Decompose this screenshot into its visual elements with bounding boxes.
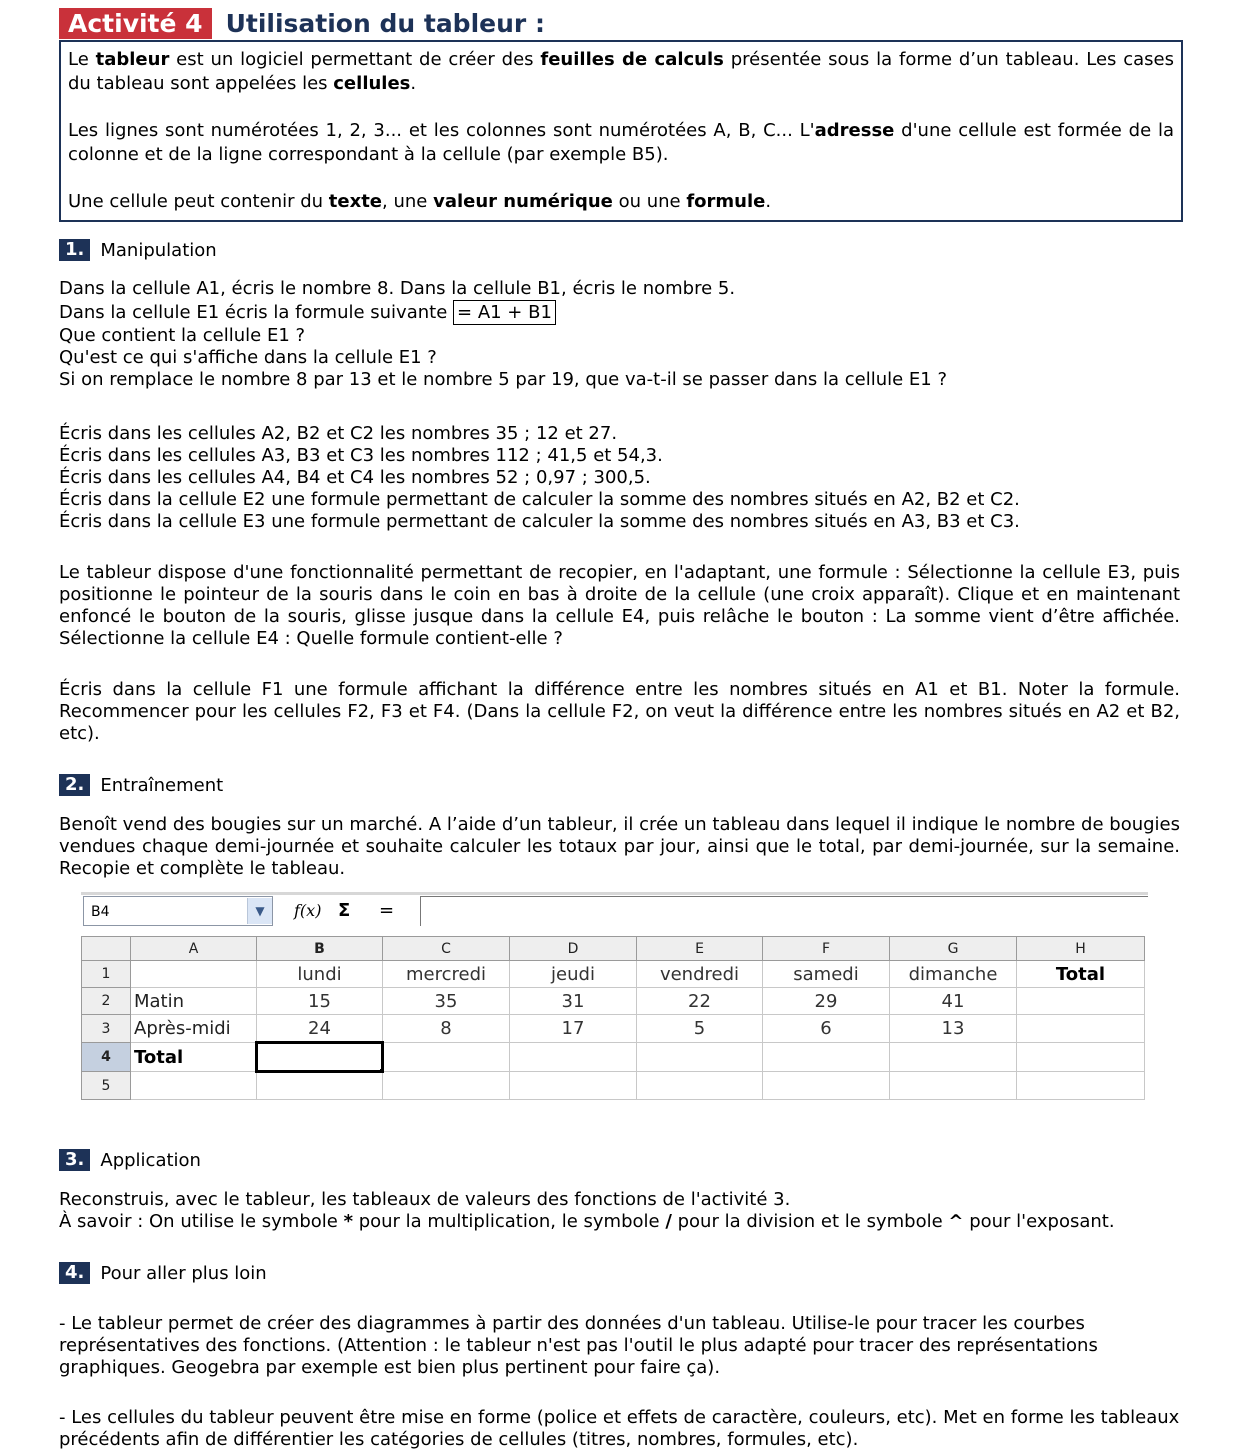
section-2-heading: [59, 773, 223, 797]
difference-formula-paragraph: Écris dans la cellule F1 une formule affichant la différence entre les nombres situés en A1 et B1. Noter la formule. Recommencer pour les cellules F2, F3 et F4. (Dans la cellule F2, on veut la différence entre les nombres situés en A2 et B2, etc).: [59, 679, 1180, 744]
row-header[interactable]: 3: [82, 1015, 131, 1043]
formula-input[interactable]: [420, 896, 1148, 926]
section-2-title: Entraînement: [100, 774, 224, 796]
cell[interactable]: lundi: [257, 961, 383, 988]
name-box[interactable]: B4: [83, 896, 273, 926]
section-4-number: 4.: [59, 1262, 90, 1284]
section-1-heading: [59, 238, 217, 262]
activity-badge: Activité 4: [59, 8, 212, 39]
bold-term: formule: [686, 191, 766, 212]
sheet-row: [82, 1015, 1145, 1043]
cell[interactable]: jeudi: [510, 961, 637, 988]
cell[interactable]: [383, 1072, 510, 1100]
instruction-line: Qu'est ce qui s'affiche dans la cellule E1 ?: [59, 347, 437, 368]
cell[interactable]: [1017, 1015, 1145, 1043]
cell[interactable]: Matin: [131, 988, 257, 1015]
cell[interactable]: [257, 1072, 383, 1100]
cell[interactable]: 31: [510, 988, 637, 1015]
formula-bar: [81, 892, 1148, 930]
text-run: est un logiciel permettant de créer des: [169, 49, 541, 70]
instruction-line: Écris dans la cellule E2 une formule permettant de calculer la somme des nombres situés en A2, B2 et C2.: [59, 489, 1020, 510]
cell[interactable]: [510, 1072, 637, 1100]
sheet-row: [82, 1043, 1145, 1072]
text-run: ou une: [612, 191, 687, 212]
text-run: pour l'exposant.: [963, 1211, 1115, 1232]
cell[interactable]: 15: [257, 988, 383, 1015]
instruction-text: Dans la cellule E1 écris la formule suivante: [59, 302, 454, 323]
function-wizard-icon[interactable]: f(x): [294, 901, 322, 920]
column-header[interactable]: H: [1017, 937, 1145, 961]
cell[interactable]: [763, 1043, 890, 1072]
cell[interactable]: [890, 1043, 1017, 1072]
cell[interactable]: 17: [510, 1015, 637, 1043]
copy-formula-paragraph: Le tableur dispose d'une fonctionnalité permettant de recopier, en l'adaptant, une formule : Sélectionne la cellule E3, puis positionne le pointeur de la souris dans le coin en bas à droite de la cellule (une croix apparaît). Clique et en maintenant enfoncé le bouton de la souris, glisse jusque dans la cellule E4, puis relâche le bouton : La somme vient d’être affichée. Sélectionne la cellule E4 : Quelle formule contient-elle ?: [59, 562, 1180, 649]
cell[interactable]: 35: [383, 988, 510, 1015]
text-run: , une: [382, 191, 434, 212]
cell[interactable]: Après-midi: [131, 1015, 257, 1043]
text-run: .: [410, 73, 417, 94]
toolbar-edge: [81, 892, 1148, 895]
intro-paragraph-1: [68, 48, 1174, 96]
section-3-number: 3.: [59, 1149, 90, 1171]
section-2-number: 2.: [59, 774, 90, 796]
bold-term: cellules: [333, 73, 411, 94]
column-header[interactable]: F: [763, 937, 890, 961]
corner-cell[interactable]: [82, 937, 131, 961]
fill-handle[interactable]: [380, 1069, 383, 1072]
training-paragraph: Benoît vend des bougies sur un marché. A l’aide d’un tableur, il crée un tableau dans lequel il indique le nombre de bougies vendues chaque demi-journée et souhaite calculer les totaux par jour, ainsi que le total, par demi-journée, sur la semaine. Recopie et complète le tableau.: [59, 814, 1180, 879]
row-header[interactable]: 5: [82, 1072, 131, 1100]
cell[interactable]: [1017, 988, 1145, 1015]
spreadsheet-screenshot: [81, 892, 1148, 1102]
cell[interactable]: [763, 1072, 890, 1100]
chevron-down-icon[interactable]: ▼: [247, 898, 272, 924]
section-3-heading: [59, 1148, 201, 1172]
cell[interactable]: Total: [1017, 961, 1145, 988]
text-run: Le: [68, 49, 96, 70]
column-header[interactable]: D: [510, 937, 637, 961]
cell[interactable]: [890, 1072, 1017, 1100]
bold-term: tableur: [95, 49, 170, 70]
sheet-row: [82, 961, 1145, 988]
cell[interactable]: dimanche: [890, 961, 1017, 988]
cell[interactable]: 6: [763, 1015, 890, 1043]
row-header-selected[interactable]: 4: [82, 1043, 131, 1072]
bold-term: valeur numérique: [433, 191, 613, 212]
activity-header: [59, 6, 545, 40]
cell[interactable]: 24: [257, 1015, 383, 1043]
instruction-line: Reconstruis, avec le tableur, les tableaux de valeurs des fonctions de l'activité 3.: [59, 1189, 791, 1210]
instruction-line: Écris dans les cellules A2, B2 et C2 les nombres 35 ; 12 et 27.: [59, 423, 618, 444]
text-run: pour la multiplication, le symbole: [352, 1211, 666, 1232]
application-instructions: [59, 1189, 1180, 1233]
bold-term: feuilles de calculs: [540, 49, 724, 70]
instruction-line-formula: [59, 300, 1180, 325]
text-run: d'une cellule est formée de la colonne et de la ligne correspondant à la cellule (par exemple B5).: [68, 120, 1174, 165]
cell[interactable]: Total: [131, 1043, 257, 1072]
text-run: Une cellule peut contenir du: [68, 191, 329, 212]
formatting-paragraph: - Les cellules du tableur peuvent être mise en forme (police et effets de caractère, couleurs, etc). Met en forme les tableaux précédents afin de différentier les catégories de cellules (titres, nombres, formules, etc).: [59, 1407, 1180, 1450]
instruction-line: Si on remplace le nombre 8 par 13 et le nombre 5 par 19, que va-t-il se passer dans la cellule E1 ?: [59, 369, 948, 390]
row-header[interactable]: 1: [82, 961, 131, 988]
number-entry-instructions: [59, 423, 1180, 533]
spreadsheet-grid: [81, 936, 1145, 1100]
column-header-selected[interactable]: B: [257, 937, 383, 961]
cell[interactable]: 13: [890, 1015, 1017, 1043]
section-3-title: Application: [100, 1149, 201, 1171]
column-header[interactable]: A: [131, 937, 257, 961]
instruction-line: Écris dans les cellules A3, B3 et C3 les nombres 112 ; 41,5 et 54,3.: [59, 445, 663, 466]
instruction-line: Écris dans la cellule E3 une formule permettant de calculer la somme des nombres situés en A3, B3 et C3.: [59, 511, 1020, 532]
sum-icon[interactable]: Σ: [338, 900, 351, 921]
bold-term: ^: [948, 1211, 964, 1232]
manipulation-instructions: [59, 278, 1180, 391]
column-header[interactable]: E: [637, 937, 763, 961]
cell[interactable]: [637, 1043, 763, 1072]
instruction-line: Que contient la cellule E1 ?: [59, 325, 306, 346]
operator-hint: [59, 1211, 1180, 1233]
section-4-heading: [59, 1261, 267, 1285]
cell[interactable]: [1017, 1043, 1145, 1072]
bold-term: /: [665, 1211, 672, 1232]
bold-term: adresse: [814, 120, 895, 141]
cell[interactable]: 22: [637, 988, 763, 1015]
text-run: À savoir : On utilise le symbole: [59, 1211, 344, 1232]
cell[interactable]: [131, 1072, 257, 1100]
cell[interactable]: [1017, 1072, 1145, 1100]
definition-box: [59, 40, 1183, 222]
section-1-number: 1.: [59, 239, 90, 261]
cell[interactable]: vendredi: [637, 961, 763, 988]
cell[interactable]: 41: [890, 988, 1017, 1015]
intro-paragraph-3: [68, 190, 1174, 214]
cell[interactable]: 8: [383, 1015, 510, 1043]
cell[interactable]: 29: [763, 988, 890, 1015]
text-run: Les lignes sont numérotées 1, 2, 3... et les colonnes sont numérotées A, B, C... L': [68, 120, 815, 141]
equals-icon[interactable]: =: [379, 900, 395, 921]
charts-paragraph: - Le tableur permet de créer des diagrammes à partir des données d'un tableau. Utilise-le pour tracer les courbes représentatives des fonctions. (Attention : le tableur n'est pas l'outil le plus adapté pour tracer des représentations graphiques. Geogebra par exemple est bien plus pertinent pour faire ça).: [59, 1313, 1098, 1378]
instruction-line: Écris dans les cellules A4, B4 et C4 les nombres 52 ; 0,97 ; 300,5.: [59, 467, 651, 488]
column-header-row: [82, 937, 1145, 961]
instruction-line: Dans la cellule A1, écris le nombre 8. Dans la cellule B1, écris le nombre 5.: [59, 278, 736, 299]
section-4-title: Pour aller plus loin: [100, 1262, 267, 1284]
column-header[interactable]: C: [383, 937, 510, 961]
bold-term: *: [343, 1211, 353, 1232]
sheet-row: [82, 988, 1145, 1015]
row-header[interactable]: 2: [82, 988, 131, 1015]
cell[interactable]: mercredi: [383, 961, 510, 988]
active-cell[interactable]: [257, 1043, 383, 1072]
activity-title: Utilisation du tableur :: [225, 8, 545, 38]
cell[interactable]: [510, 1043, 637, 1072]
formula-box: = A1 + B1: [453, 300, 556, 325]
sheet-row: [82, 1072, 1145, 1100]
cell[interactable]: [383, 1043, 510, 1072]
section-1-title: Manipulation: [100, 239, 217, 261]
cell[interactable]: 5: [637, 1015, 763, 1043]
cell[interactable]: samedi: [763, 961, 890, 988]
text-run: pour la division et le symbole: [671, 1211, 949, 1232]
text-run: .: [765, 191, 772, 212]
cell[interactable]: [131, 961, 257, 988]
cell[interactable]: [637, 1072, 763, 1100]
text-run: présentée sous la forme d’un tableau. Les cases du tableau sont appelées les: [68, 49, 1175, 94]
column-header[interactable]: G: [890, 937, 1017, 961]
bold-term: texte: [328, 191, 383, 212]
intro-paragraph-2: [68, 119, 1174, 167]
